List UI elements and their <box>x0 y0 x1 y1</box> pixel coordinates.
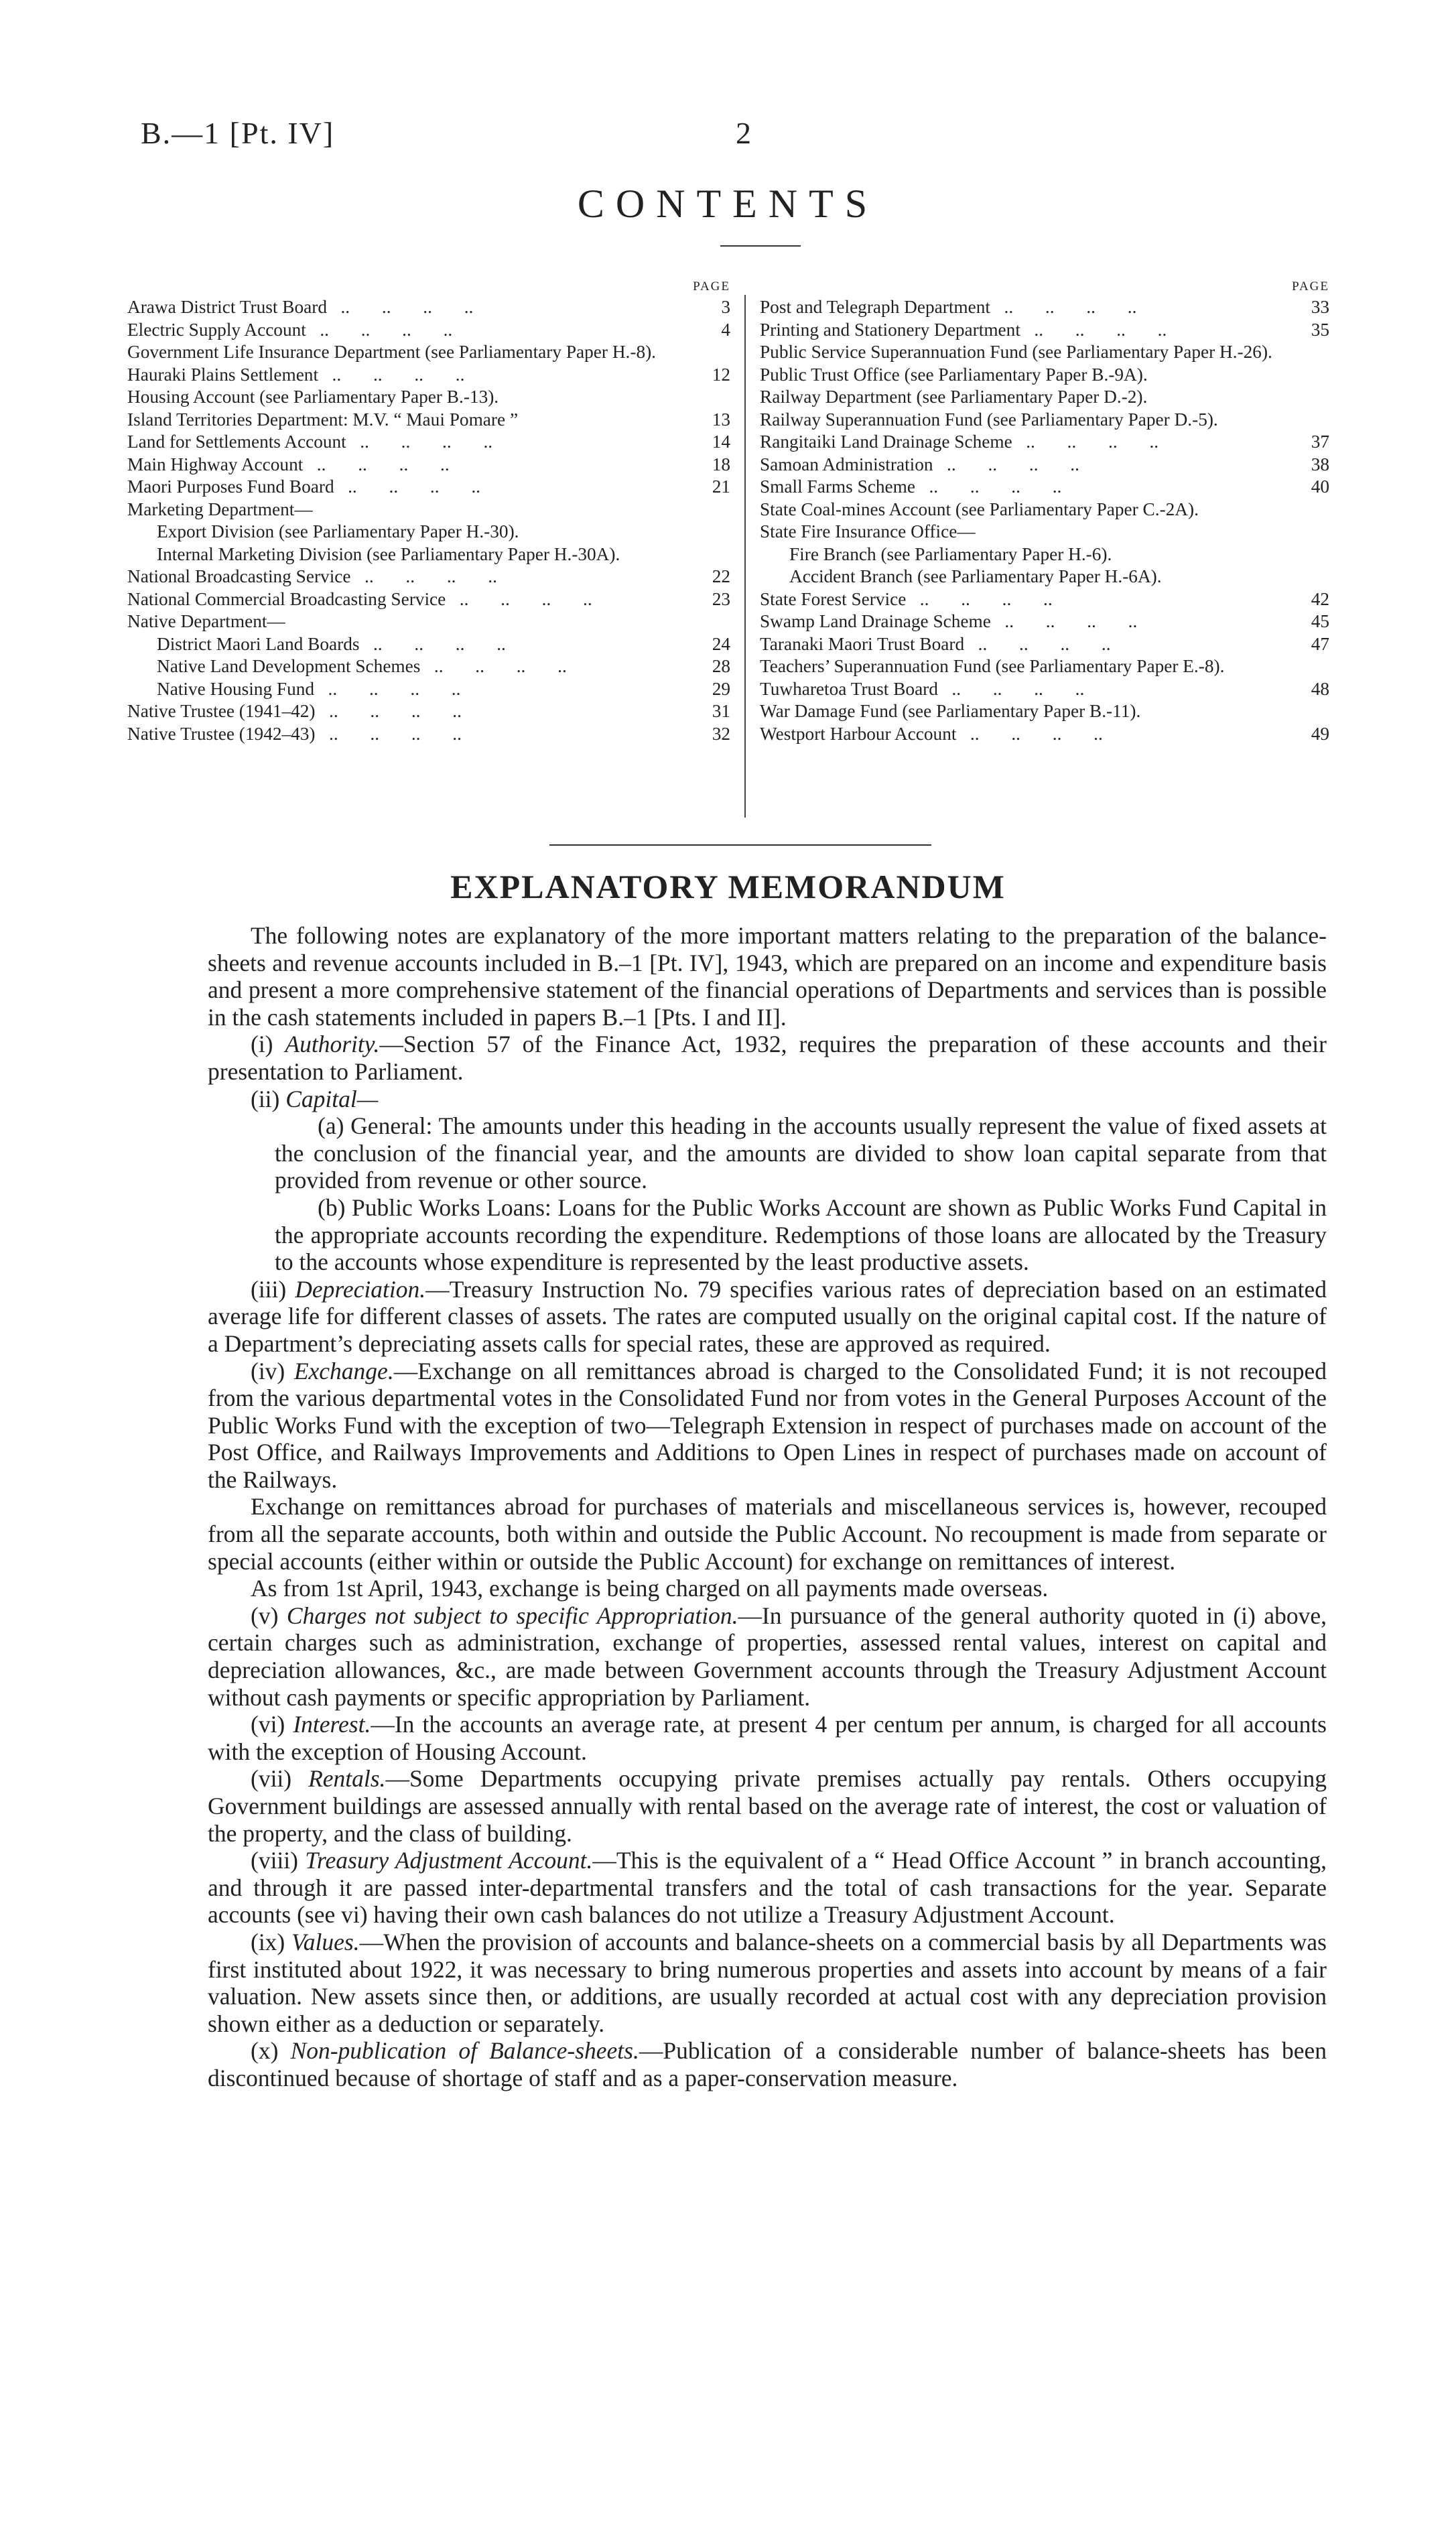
contents-entry <box>760 566 1329 588</box>
contents-entry-page: 40 <box>1311 476 1329 497</box>
contents-entry-title: Public Trust Office (see Parliamentary Paper B.-9A). <box>760 364 1148 385</box>
contents-entry <box>760 610 1329 633</box>
contents-entry-page: 13 <box>712 409 730 430</box>
section-divider <box>549 844 931 846</box>
contents-entry-page: 49 <box>1311 723 1329 744</box>
paragraph-text: The following notes are explanatory of the more important matters relating to the preparation of the balance-sheets and revenue accounts included in B.–1 [Pt. IV], 1943, which are prepared on an income and expenditure basis and present a more comprehensive statement of the financial operations of Departments and services than is possible in the cash statements included in papers B.–1 [Pts. I and II]. <box>208 922 1327 1031</box>
contents-entry-title: State Forest Service .. <box>760 588 1329 611</box>
paragraph-text: —Exchange on all remittances abroad is charged to the Consolidated Fund; it is not recouped from the various departmental votes in the Consolidated Fund nor from votes in the General Purposes Account of the Public Works Fund with the exception of two—Telegraph Extension in respect of purchases made on account of the Post Office, and Railways Improvements and Additions to Open Lines in respect of purchases made on account of the Railways. <box>208 1357 1327 1493</box>
contents-entry-title: Native Department— <box>127 611 285 631</box>
paragraph-text: General: The amounts under this heading in the accounts usually represent the value of fixed assets at the conclusion of the financial year, and the amounts are divided to show loan capital separate from that provided from revenue or other source. <box>275 1112 1327 1194</box>
contents-entry-title: Railway Superannuation Fund (see Parliamentary Paper D.-5). <box>760 409 1218 430</box>
memorandum-paragraph <box>208 1847 1327 1929</box>
paragraph-number: (vi) <box>251 1711 293 1738</box>
contents-entry-title: Teachers’ Superannuation Fund (see Parliamentary Paper E.-8). <box>760 656 1225 676</box>
contents-entry-title: Public Service Superannuation Fund (see Parliamentary Paper H.-26). <box>760 342 1272 362</box>
memorandum-paragraph <box>208 1575 1327 1602</box>
paragraph-text: —In pursuance of the general authority quoted in (i) above, certain charges such as administration, exchange of properties, assessed rental values, interest on capital and depreciation allowances, &c., are made between Government accounts through the Treasury Adjustment Account without cash payments or specific appropriation by Parliament. <box>208 1602 1327 1711</box>
memorandum-paragraph <box>208 1358 1327 1494</box>
paragraph-number: (v) <box>251 1602 287 1629</box>
page-column-label: PAGE <box>1292 279 1329 294</box>
contents-entry <box>760 476 1329 499</box>
contents-title: CONTENTS <box>577 182 879 226</box>
contents-entry-page: 14 <box>712 432 730 452</box>
memorandum-paragraph <box>208 1602 1327 1711</box>
contents-entry <box>760 543 1329 566</box>
contents-entry-page: 37 <box>1311 432 1329 452</box>
memorandum-paragraph <box>208 1276 1327 1358</box>
contents-entry <box>127 655 730 678</box>
contents-entry <box>760 499 1329 521</box>
memorandum-paragraph <box>208 1765 1327 1847</box>
document-reference: B.—1 [Pt. IV] <box>141 116 335 150</box>
contents-entry-title: Fire Branch (see Parliamentary Paper H.-6). <box>789 543 1112 564</box>
contents-entry-title: Accident Branch (see Parliamentary Paper H.-6A). <box>789 566 1162 586</box>
contents-entry-title: State Fire Insurance Office— <box>760 521 976 541</box>
paragraph-text: —Publication of a considerable number of balance-sheets has been discontinued because of shortage of staff and as a paper-conservation measure. <box>208 2037 1327 2091</box>
contents-entry <box>760 454 1329 476</box>
contents-entry-title: Native Trustee (1941–42) .. <box>127 700 730 723</box>
contents-entry-title: Main Highway Account .. <box>127 454 730 476</box>
contents-entry <box>760 364 1329 387</box>
contents-entry-title: Samoan Administration .. <box>760 454 1329 476</box>
contents-entry-title: Tuwharetoa Trust Board .. <box>760 678 1329 701</box>
memorandum-paragraph <box>208 1031 1327 1085</box>
contents-entry-title: Printing and Stationery Department .. <box>760 319 1329 342</box>
memorandum-paragraph <box>208 1112 1327 1194</box>
contents-entry-page: 32 <box>712 723 730 744</box>
contents-entry-title: Rangitaiki Land Drainage Scheme .. <box>760 431 1329 454</box>
contents-entry-page: 12 <box>712 364 730 385</box>
contents-entry-title: Small Farms Scheme .. <box>760 476 1329 499</box>
contents-entry-title: Hauraki Plains Settlement .. <box>127 364 730 387</box>
paragraph-text: —This is the equivalent of a “ Head Office Account ” in branch accounting, and through it are passed inter-departmental transfers and the total of cash transactions for the year. Separate accounts (see vi) having their own cash balances do not utilize a Treasury Adjustment Account. <box>208 1847 1327 1929</box>
contents-entry <box>760 678 1329 701</box>
paragraph-heading: Rentals. <box>308 1765 386 1793</box>
page-column-label: PAGE <box>693 279 730 294</box>
contents-entry-title: Westport Harbour Account .. <box>760 723 1329 746</box>
contents-entry-title: Marketing Department— <box>127 499 313 519</box>
contents-entry <box>127 409 730 432</box>
contents-entry-title: Export Division (see Parliamentary Paper H.-30). <box>157 521 519 541</box>
contents-entry <box>127 521 730 543</box>
paragraph-heading: Depreciation. <box>295 1275 426 1303</box>
paragraph-number: (iii) <box>251 1275 295 1303</box>
paragraph-number: (viii) <box>251 1847 306 1874</box>
paragraph-heading: Values. <box>291 1928 360 1955</box>
contents-entry <box>760 296 1329 319</box>
contents-entry <box>127 588 730 611</box>
contents-entry <box>127 296 730 319</box>
contents-entry <box>127 431 730 454</box>
paragraph-text: As from 1st April, 1943, exchange is being charged on all payments made overseas. <box>251 1575 1049 1602</box>
contents-entry-title: Maori Purposes Fund Board .. <box>127 476 730 499</box>
contents-entry <box>127 633 730 656</box>
contents-entry <box>760 588 1329 611</box>
memorandum-paragraph <box>208 1194 1327 1276</box>
contents-entry-page: 38 <box>1311 454 1329 474</box>
contents-entry-page: 29 <box>712 678 730 699</box>
contents-entry <box>127 364 730 387</box>
contents-entry-page: 31 <box>712 701 730 721</box>
contents-entry-page: 22 <box>712 566 730 586</box>
paragraph-text: —Treasury Instruction No. 79 specifies various rates of depreciation based on an estimated average life for different classes of assets. The rates are computed usually on the original capital cost. If the nature of a Department’s depreciating assets calls for special rates, these are approved as required. <box>208 1275 1327 1357</box>
contents-entry-title: Electric Supply Account .. <box>127 319 730 342</box>
contents-entry-title: War Damage Fund (see Parliamentary Paper B.-11). <box>760 701 1141 721</box>
paragraph-heading: Non-publication of Balance-sheets. <box>290 2037 639 2065</box>
contents-entry-title: Post and Telegraph Department .. <box>760 296 1329 319</box>
contents-entry <box>127 700 730 723</box>
contents-entry <box>127 566 730 588</box>
contents-entry-page: 28 <box>712 656 730 676</box>
contents-entry-title: Taranaki Maori Trust Board .. <box>760 633 1329 656</box>
contents-entry <box>760 431 1329 454</box>
paragraph-text: —When the provision of accounts and balance-sheets on a commercial basis by all Departments was first instituted about 1922, it was necessary to bring numerous properties and assets into account by means of a fair valuation. New assets since then, or additions, are usually recorded at actual cost with any depreciation provision shown either as a deduction or separately. <box>208 1928 1327 2037</box>
memorandum-paragraph <box>208 2037 1327 2091</box>
contents-entry-page: 21 <box>712 476 730 497</box>
contents-entry <box>127 499 730 521</box>
contents-entry-page: 23 <box>712 588 730 609</box>
paragraph-heading: Exchange. <box>293 1357 394 1384</box>
paragraph-number: (ix) <box>251 1928 291 1955</box>
paragraph-number: (b) <box>318 1193 352 1221</box>
memorandum-body <box>208 922 1327 2092</box>
paragraph-number: (iv) <box>251 1357 294 1384</box>
contents-right-column <box>760 277 1329 745</box>
paragraph-heading: Charges not subject to specific Appropriation. <box>286 1602 738 1629</box>
paragraph-text: —Section 57 of the Finance Act, 1932, requires the preparation of these accounts and their presentation to Parliament. <box>208 1031 1327 1085</box>
contents-entry <box>760 319 1329 342</box>
contents-entry-title: State Coal-mines Account (see Parliamentary Paper C.-2A). <box>760 499 1199 519</box>
contents-entry <box>760 700 1329 723</box>
paragraph-number: (i) <box>251 1031 285 1058</box>
contents-entry-page: 35 <box>1311 319 1329 340</box>
contents-entry-title: National Broadcasting Service .. <box>127 566 730 588</box>
contents-entry <box>127 319 730 342</box>
memorandum-paragraph <box>208 1086 1327 1113</box>
contents-entry <box>760 341 1329 364</box>
contents-entry <box>127 610 730 633</box>
contents-entry-title: Native Land Development Schemes .. <box>127 655 730 678</box>
memorandum-paragraph <box>208 922 1327 1031</box>
paragraph-heading: Authority. <box>285 1031 380 1058</box>
contents-entry-title: Arawa District Trust Board .. <box>127 296 730 319</box>
contents-entry <box>127 454 730 476</box>
memorandum-paragraph <box>208 1711 1327 1765</box>
contents-entry <box>760 723 1329 746</box>
paragraph-heading: Interest. <box>293 1711 371 1738</box>
contents-entry-page: 24 <box>712 633 730 654</box>
contents-divider <box>720 245 801 247</box>
contents-entry-page: 3 <box>721 297 730 317</box>
contents-entry-title: Island Territories Department: M.V. “ Maui Pomare ” <box>127 409 519 430</box>
contents-entry <box>760 521 1329 543</box>
contents-entry <box>127 386 730 409</box>
contents-entry-title: Native Trustee (1942–43) .. <box>127 723 730 746</box>
contents-entry-title: Land for Settlements Account .. <box>127 431 730 454</box>
contents-column-divider <box>744 295 746 818</box>
paragraph-text: —In the accounts an average rate, at present 4 per centum per annum, is charged for all accounts with the exception of Housing Account. <box>208 1711 1327 1765</box>
paragraph-text: —Some Departments occupying private premises actually pay rentals. Others occupying Government buildings are assessed annually with rental based on the average rate of interest, the cost or valuation of the property, and the class of building. <box>208 1765 1327 1847</box>
paragraph-text: Public Works Loans: Loans for the Public Works Account are shown as Public Works Fund Capital in the appropriate accounts recording the expenditure. Redemptions of those loans are allocated by the Treasury to the accounts whose expenditure is represented by the least productive assets. <box>275 1193 1327 1276</box>
contents-entry-page: 45 <box>1311 611 1329 631</box>
contents-entry-page: 4 <box>721 319 730 340</box>
contents-entry <box>127 723 730 746</box>
paragraph-number: (x) <box>251 2037 291 2065</box>
paragraph-heading: Treasury Adjustment Account. <box>305 1847 593 1874</box>
contents-entry-title: Government Life Insurance Department (see Parliamentary Paper H.-8). <box>127 342 657 362</box>
contents-entry-title: Housing Account (see Parliamentary Paper B.-13). <box>127 387 499 407</box>
paragraph-heading: Capital— <box>285 1085 379 1112</box>
contents-entry <box>760 633 1329 656</box>
memorandum-paragraph <box>208 1493 1327 1575</box>
contents-entry <box>127 476 730 499</box>
paragraph-number: (ii) <box>251 1085 286 1112</box>
contents-entry-title: Internal Marketing Division (see Parliamentary Paper H.-30A). <box>157 543 620 564</box>
contents-entry-page: 33 <box>1311 297 1329 317</box>
contents-entry-title: Railway Department (see Parliamentary Paper D.-2). <box>760 387 1148 407</box>
memorandum-title: EXPLANATORY MEMORANDUM <box>450 868 1006 905</box>
contents-entry <box>127 341 730 364</box>
paragraph-number: (a) <box>318 1112 351 1140</box>
contents-entry-page: 18 <box>712 454 730 474</box>
contents-entry <box>760 655 1329 678</box>
contents-entry-page: 48 <box>1311 678 1329 699</box>
contents-entry <box>127 678 730 701</box>
paragraph-number: (vii) <box>251 1765 309 1793</box>
paragraph-text: Exchange on remittances abroad for purchases of materials and miscellaneous services is, however, recouped from all the separate accounts, both within and outside the Public Account. No recoupment is made from separate or special accounts (either within or outside the Public Account) for exchange on remittances of interest. <box>208 1493 1327 1575</box>
page-number: 2 <box>736 116 752 150</box>
contents-entry <box>760 409 1329 432</box>
memorandum-paragraph <box>208 1929 1327 2037</box>
contents-entry-page: 47 <box>1311 633 1329 654</box>
contents-entry-page: 42 <box>1311 588 1329 609</box>
contents-entry-title: National Commercial Broadcasting Service .. <box>127 588 730 611</box>
contents-entry-title: Native Housing Fund .. <box>127 678 730 701</box>
contents-entry-title: District Maori Land Boards .. <box>127 633 730 656</box>
contents-entry-title: Swamp Land Drainage Scheme .. <box>760 610 1329 633</box>
contents-entry <box>127 543 730 566</box>
contents-entry <box>760 386 1329 409</box>
contents-left-column <box>127 277 730 745</box>
